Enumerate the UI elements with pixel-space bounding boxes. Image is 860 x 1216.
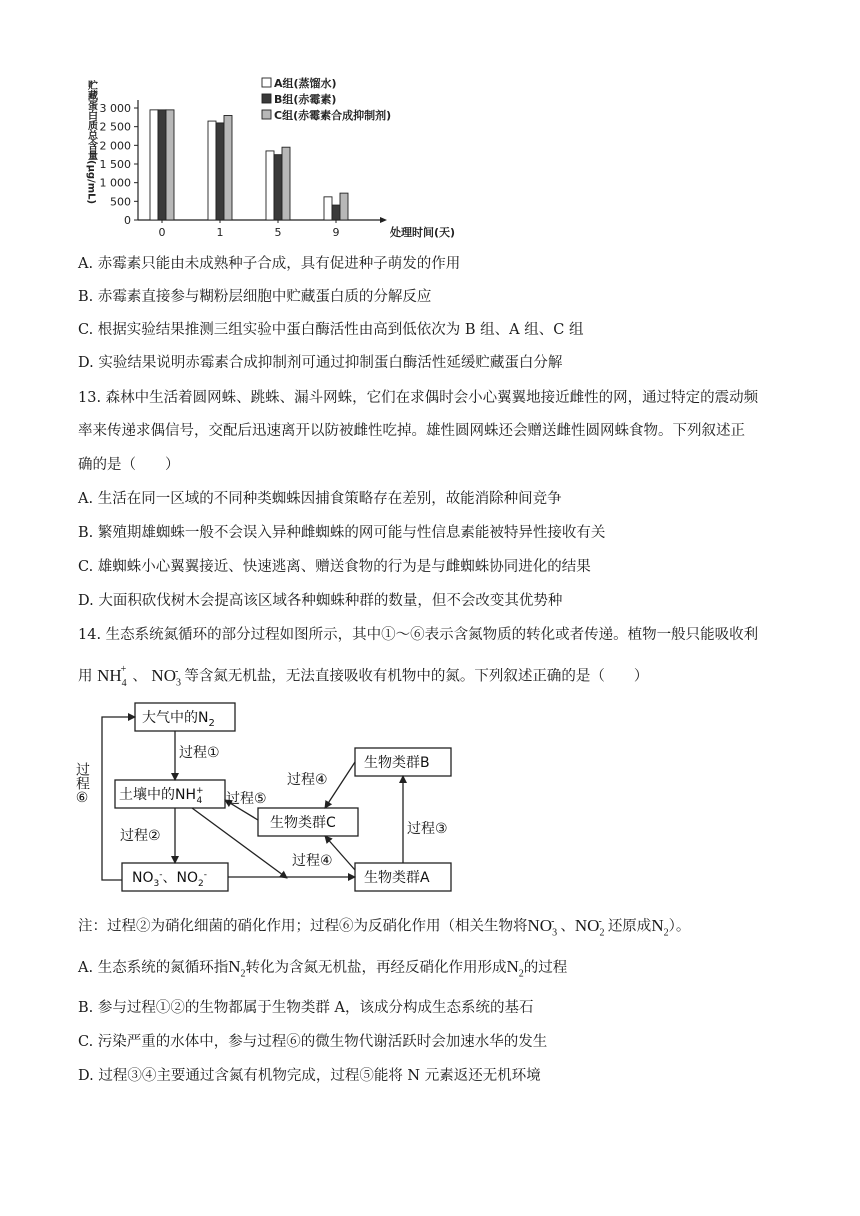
bar-1-0 <box>208 121 216 220</box>
protein-bar-chart <box>80 72 456 242</box>
bar-5-2 <box>282 147 290 220</box>
bar-1-2 <box>224 115 232 220</box>
legend-label-0: A组(蒸馏水) <box>274 77 337 90</box>
x-tick-label: 0 <box>158 226 166 239</box>
bar-5-0 <box>266 151 274 220</box>
q14-stem-line1: 14. 生态系统氮循环的部分过程如图所示，其中①～⑥表示含氮物质的转化或者传递。植物一般只能吸收利 <box>78 627 759 643</box>
bar-5-1 <box>274 155 282 220</box>
q13-option-b: B. 繁殖期雄蜘蛛一般不会误入异种雌蜘蛛的网可能与性信息素能被特异性接收有关 <box>78 525 606 541</box>
q13-stem-line2: 率来传递求偶信号，交配后迅速离开以防被雌性吃掉。雄性圆网蛛还会赠送雌性圆网蛛食物。下列叙述正 <box>78 423 745 439</box>
q14-stem-line2: 用 $NH_4^+$ 、 $NO_3^-$ 等含氮无机盐，无法直接吸收有机物中的氮。下列叙述正确的是（ ） <box>78 664 649 690</box>
bar-0-2 <box>166 110 174 220</box>
x-axis-label: 处理时间(天) <box>390 226 456 239</box>
nitrate-nitrite-label: $NO_3^-$、$NO_2^-$ <box>132 870 207 889</box>
q14-option-b: B. 参与过程①②的生物都属于生物类群 A，该成分构成生态系统的基石 <box>78 1000 534 1016</box>
q14-note: 注：过程②为硝化细菌的硝化作用；过程⑥为反硝化作用（相关生物将$NO_3^-$ 、$NO_2^-$ 还原成$N_2$）。 <box>78 915 691 939</box>
legend-swatch-0 <box>262 78 271 87</box>
q13-stem-line1: 13. 森林中生活着圆网蛛、跳蛛、漏斗网蛛，它们在求偶时会小心翼翼地接近雌性的网，通过特定的震动频 <box>78 390 759 406</box>
legend-label-2: C组(赤霉素合成抑制剂) <box>274 109 392 122</box>
group-c-label: 生物类群C <box>270 815 336 831</box>
q12-option-d: D. 实验结果说明赤霉素合成抑制剂可通过抑制蛋白酶活性延缓贮藏蛋白分解 <box>78 355 563 371</box>
q13-option-a: A. 生活在同一区域的不同种类蜘蛛因捕食策略存在差别，故能消除种间竞争 <box>78 491 562 507</box>
q14-option-a: A. 生态系统的氮循环指$N_2$转化为含氮无机盐，再经反硝化作用形成$N_2$的过程 <box>78 957 568 980</box>
q14-option-d: D. 过程③④主要通过含氮有机物完成，过程⑤能将 N 元素返还无机环境 <box>78 1068 541 1084</box>
nitrogen-cycle-diagram <box>74 700 540 900</box>
bar-9-2 <box>340 193 348 220</box>
y-tick-label: 1 500 <box>99 158 131 171</box>
process-4-top-label: 过程④ <box>287 772 328 788</box>
group-a-label: 生物类群A <box>364 870 430 886</box>
bar-9-1 <box>332 205 340 220</box>
x-tick-label: 9 <box>332 226 340 239</box>
y-axis-label: 贮藏蛋白质总含量(μg/mL) <box>85 80 97 205</box>
process-5-label: 过程⑤ <box>226 791 267 807</box>
bar-1-1 <box>216 123 224 220</box>
q12-option-b: B. 赤霉素直接参与糊粉层细胞中贮藏蛋白质的分解反应 <box>78 289 432 305</box>
q12-option-c: C. 根据实验结果推测三组实验中蛋白酶活性由高到低依次为 B 组、A 组、C 组 <box>78 322 584 338</box>
bar-9-0 <box>324 197 332 220</box>
nitrate-formula: $NO_3^-$ <box>151 665 181 689</box>
process-6-label: 过程⑥ <box>74 762 90 806</box>
soil-ammonium-label: 土壤中的NH+ 4 <box>119 786 204 806</box>
y-tick-label: 2 500 <box>99 120 131 134</box>
q13-option-d: D. 大面积砍伐树木会提高该区域各种蜘蛛种群的数量，但不会改变其优势种 <box>78 593 563 609</box>
process-1-label: 过程① <box>179 745 220 761</box>
bar-0-1 <box>158 110 166 220</box>
n2-label: 大气中的$N_2$ <box>142 710 215 729</box>
legend-swatch-2 <box>262 110 271 119</box>
q13-stem-line3: 确的是（ ） <box>78 457 180 473</box>
y-tick-label: 3 000 <box>99 102 131 115</box>
q14-option-c: C. 污染严重的水体中，参与过程⑥的微生物代谢活跃时会加速水华的发生 <box>78 1034 548 1050</box>
process-3-label: 过程③ <box>407 821 448 837</box>
y-tick-label: 2 000 <box>99 139 131 153</box>
legend-label-1: B组(赤霉素) <box>274 93 337 106</box>
group-b-label: 生物类群B <box>364 755 430 771</box>
y-tick-label: 1 000 <box>99 176 131 190</box>
x-tick-label: 5 <box>274 226 282 239</box>
x-axis-arrow <box>380 217 387 223</box>
q12-option-a: A. 赤霉素只能由未成熟种子合成，具有促进种子萌发的作用 <box>78 256 461 272</box>
process-4-bottom-label: 过程④ <box>292 853 333 869</box>
ammonium-formula: $NH_4^+$ <box>97 664 127 690</box>
q13-option-c: C. 雄蜘蛛小心翼翼接近、快速逃离、赠送食物的行为是与雌蜘蛛协同进化的结果 <box>78 559 591 575</box>
bar-0-0 <box>150 110 158 220</box>
y-tick-label: 500 <box>110 195 131 209</box>
legend-swatch-1 <box>262 94 271 103</box>
x-tick-label: 1 <box>216 226 224 239</box>
y-tick-label: 0 <box>124 214 131 227</box>
process-2-label: 过程② <box>120 828 161 844</box>
